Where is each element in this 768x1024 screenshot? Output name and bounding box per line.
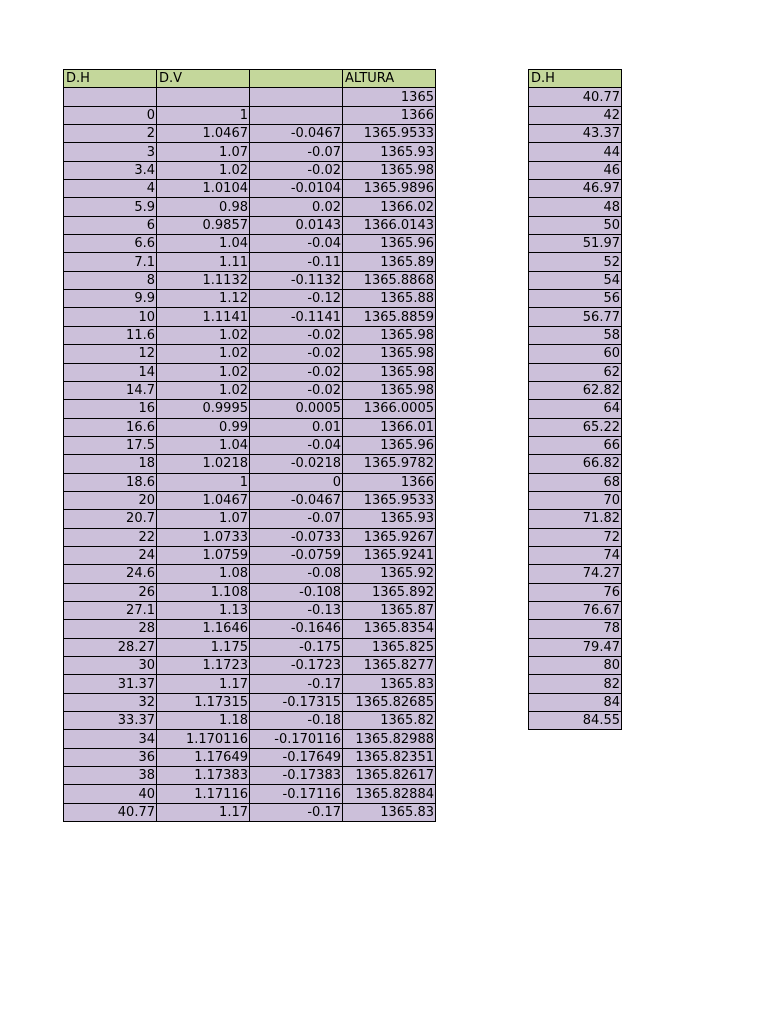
- cell-dh[interactable]: 46: [529, 161, 622, 179]
- cell-dh[interactable]: 82: [529, 675, 622, 693]
- header-dv[interactable]: D.V: [157, 70, 250, 88]
- cell-dh[interactable]: 66: [529, 436, 622, 454]
- cell-dh[interactable]: 54: [529, 271, 622, 289]
- cell-dh[interactable]: 31.37: [64, 675, 157, 693]
- table-row: [64, 491, 436, 509]
- cell-dh[interactable]: 36: [64, 748, 157, 766]
- cell-altura[interactable]: 1365.82884: [343, 785, 436, 803]
- cell-dv[interactable]: 0.99: [157, 418, 250, 436]
- cell-difference[interactable]: -0.175: [250, 638, 343, 656]
- cell-dv[interactable]: 1.17: [157, 675, 250, 693]
- table-row: [64, 693, 436, 711]
- cell-dv[interactable]: 1.11: [157, 253, 250, 271]
- cell-difference[interactable]: -0.0218: [250, 455, 343, 473]
- cell-dv[interactable]: 1.17315: [157, 693, 250, 711]
- table-row: [529, 143, 622, 161]
- cell-dh[interactable]: 40.77: [64, 803, 157, 821]
- cell-dh[interactable]: 3: [64, 143, 157, 161]
- table-row: [64, 436, 436, 454]
- cell-dh[interactable]: 76: [529, 583, 622, 601]
- cell-dh[interactable]: 17.5: [64, 436, 157, 454]
- table-row: [64, 455, 436, 473]
- cell-difference[interactable]: -0.170116: [250, 730, 343, 748]
- cell-dh[interactable]: 27.1: [64, 601, 157, 619]
- cell-dh[interactable]: 66.82: [529, 455, 622, 473]
- table-row: [529, 290, 622, 308]
- table-row: [64, 161, 436, 179]
- cell-difference[interactable]: -0.0759: [250, 546, 343, 564]
- table-row: [529, 510, 622, 528]
- cell-dh[interactable]: 44: [529, 143, 622, 161]
- cell-altura[interactable]: 1365.892: [343, 583, 436, 601]
- cell-difference[interactable]: -0.11: [250, 253, 343, 271]
- cell-dv[interactable]: 1.17383: [157, 767, 250, 785]
- cell-dv[interactable]: 1.17116: [157, 785, 250, 803]
- cell-dh[interactable]: 18: [64, 455, 157, 473]
- cell-altura[interactable]: 1365.825: [343, 638, 436, 656]
- cell-dh[interactable]: 24: [64, 546, 157, 564]
- table-row: [529, 106, 622, 124]
- cell-dh[interactable]: 80: [529, 657, 622, 675]
- header-difference[interactable]: [250, 70, 343, 88]
- cell-dh[interactable]: 18.6: [64, 473, 157, 491]
- table-row: [64, 88, 436, 106]
- cell-dh[interactable]: 2: [64, 125, 157, 143]
- table-row: [529, 491, 622, 509]
- cell-dh[interactable]: 50: [529, 216, 622, 234]
- cell-difference[interactable]: -0.18: [250, 712, 343, 730]
- cell-difference[interactable]: -0.17383: [250, 767, 343, 785]
- cell-dh[interactable]: 56.77: [529, 308, 622, 326]
- table-row: [64, 345, 436, 363]
- cell-dh[interactable]: 43.37: [529, 125, 622, 143]
- cell-dh[interactable]: 42: [529, 106, 622, 124]
- table-row: [64, 143, 436, 161]
- cell-altura[interactable]: 1365.96: [343, 235, 436, 253]
- table-row: [529, 180, 622, 198]
- cell-difference[interactable]: -0.02: [250, 345, 343, 363]
- cell-altura[interactable]: 1365.98: [343, 381, 436, 399]
- cell-difference[interactable]: -0.0733: [250, 528, 343, 546]
- table-row: [529, 455, 622, 473]
- cell-altura[interactable]: 1365.82351: [343, 748, 436, 766]
- cell-altura[interactable]: 1366.02: [343, 198, 436, 216]
- table-row: [64, 675, 436, 693]
- cell-altura[interactable]: 1365.8859: [343, 308, 436, 326]
- cell-dv[interactable]: 1.0467: [157, 491, 250, 509]
- header-row: [529, 70, 622, 88]
- table-row: [529, 583, 622, 601]
- cell-altura[interactable]: 1365.9241: [343, 546, 436, 564]
- cell-altura[interactable]: 1365.82685: [343, 693, 436, 711]
- cell-dh[interactable]: 52: [529, 253, 622, 271]
- cell-dh[interactable]: 38: [64, 767, 157, 785]
- table-row: [64, 381, 436, 399]
- cell-difference[interactable]: -0.02: [250, 161, 343, 179]
- cell-dv[interactable]: 1.02: [157, 363, 250, 381]
- cell-dh[interactable]: 60: [529, 345, 622, 363]
- cell-difference[interactable]: -0.1646: [250, 620, 343, 638]
- cell-altura[interactable]: 1365.8868: [343, 271, 436, 289]
- header-dh[interactable]: D.H: [64, 70, 157, 88]
- cell-dh[interactable]: 10: [64, 308, 157, 326]
- table-row: [64, 180, 436, 198]
- table-row: [529, 657, 622, 675]
- cell-dh[interactable]: 74: [529, 546, 622, 564]
- table-row: [529, 418, 622, 436]
- cell-difference[interactable]: 0.02: [250, 198, 343, 216]
- cell-dv[interactable]: 1.02: [157, 161, 250, 179]
- table-row: [64, 418, 436, 436]
- cell-dv[interactable]: 1.04: [157, 436, 250, 454]
- cell-dh[interactable]: 8: [64, 271, 157, 289]
- cell-dh[interactable]: 33.37: [64, 712, 157, 730]
- cell-altura[interactable]: 1365.9896: [343, 180, 436, 198]
- table-row: [529, 326, 622, 344]
- table-row: [529, 693, 622, 711]
- cell-dh[interactable]: 64: [529, 400, 622, 418]
- cell-dh[interactable]: 28: [64, 620, 157, 638]
- cell-dv[interactable]: 1.07: [157, 510, 250, 528]
- table-row: [529, 363, 622, 381]
- cell-dh[interactable]: 5.9: [64, 198, 157, 216]
- cell-altura[interactable]: 1365.98: [343, 345, 436, 363]
- cell-difference[interactable]: -0.17649: [250, 748, 343, 766]
- cell-difference[interactable]: -0.17116: [250, 785, 343, 803]
- cell-dh[interactable]: 51.97: [529, 235, 622, 253]
- cell-dv[interactable]: 1.175: [157, 638, 250, 656]
- cell-dh[interactable]: 76.67: [529, 601, 622, 619]
- cell-dv[interactable]: 1.07: [157, 143, 250, 161]
- cell-dv[interactable]: 1: [157, 106, 250, 124]
- table-row: [64, 510, 436, 528]
- table-row: [529, 271, 622, 289]
- cell-dv[interactable]: 1.0104: [157, 180, 250, 198]
- cell-altura[interactable]: 1365.82: [343, 712, 436, 730]
- cell-dh[interactable]: 48: [529, 198, 622, 216]
- cell-difference[interactable]: -0.07: [250, 143, 343, 161]
- cell-dh[interactable]: 0: [64, 106, 157, 124]
- table-row: [64, 308, 436, 326]
- cell-difference[interactable]: 0.0005: [250, 400, 343, 418]
- cell-dh[interactable]: 6: [64, 216, 157, 234]
- cell-altura[interactable]: 1365.96: [343, 436, 436, 454]
- cell-altura[interactable]: 1365.9782: [343, 455, 436, 473]
- table-row: [64, 767, 436, 785]
- cell-dv[interactable]: 0.9857: [157, 216, 250, 234]
- cell-dv[interactable]: 0.98: [157, 198, 250, 216]
- cell-difference[interactable]: -0.12: [250, 290, 343, 308]
- cell-dh[interactable]: 30: [64, 657, 157, 675]
- cell-dv[interactable]: 1.02: [157, 345, 250, 363]
- cell-difference[interactable]: -0.0467: [250, 491, 343, 509]
- cell-altura[interactable]: 1365.82617: [343, 767, 436, 785]
- cell-dh[interactable]: 20.7: [64, 510, 157, 528]
- cell-dh[interactable]: 28.27: [64, 638, 157, 656]
- cell-difference[interactable]: -0.02: [250, 363, 343, 381]
- cell-dh[interactable]: 40.77: [529, 88, 622, 106]
- cell-difference[interactable]: -0.07: [250, 510, 343, 528]
- cell-altura[interactable]: 1365.98: [343, 326, 436, 344]
- table-row: [64, 271, 436, 289]
- table-row: [64, 601, 436, 619]
- cell-dh[interactable]: 79.47: [529, 638, 622, 656]
- cell-altura[interactable]: 1366.01: [343, 418, 436, 436]
- cell-dv[interactable]: 1: [157, 473, 250, 491]
- cell-altura[interactable]: 1365.83: [343, 675, 436, 693]
- table-row: [64, 106, 436, 124]
- cell-dv[interactable]: 1.04: [157, 235, 250, 253]
- cell-altura[interactable]: 1365.9533: [343, 491, 436, 509]
- table-row: [64, 803, 436, 821]
- cell-altura[interactable]: 1366: [343, 473, 436, 491]
- cell-dv[interactable]: 1.0733: [157, 528, 250, 546]
- cell-dh[interactable]: 14.7: [64, 381, 157, 399]
- table-row: [64, 216, 436, 234]
- table-row: [64, 657, 436, 675]
- cell-dh[interactable]: 16.6: [64, 418, 157, 436]
- cell-dv[interactable]: 1.1646: [157, 620, 250, 638]
- cell-altura[interactable]: 1365.88: [343, 290, 436, 308]
- cell-altura[interactable]: 1366.0143: [343, 216, 436, 234]
- cell-altura[interactable]: 1365.8277: [343, 657, 436, 675]
- table-row: [529, 161, 622, 179]
- table-row: [64, 620, 436, 638]
- cell-dv[interactable]: 1.18: [157, 712, 250, 730]
- table-row: [64, 235, 436, 253]
- cell-dh[interactable]: 65.22: [529, 418, 622, 436]
- cell-dh[interactable]: 3.4: [64, 161, 157, 179]
- cell-dh[interactable]: 71.82: [529, 510, 622, 528]
- cell-dh[interactable]: 11.6: [64, 326, 157, 344]
- cell-dh[interactable]: 7.1: [64, 253, 157, 271]
- cell-altura[interactable]: 1365.82988: [343, 730, 436, 748]
- cell-difference[interactable]: -0.04: [250, 436, 343, 454]
- cell-difference[interactable]: 0: [250, 473, 343, 491]
- table-row: [64, 785, 436, 803]
- cell-dv[interactable]: 1.08: [157, 565, 250, 583]
- cell-dh[interactable]: 46.97: [529, 180, 622, 198]
- cell-dh[interactable]: 22: [64, 528, 157, 546]
- cell-difference[interactable]: [250, 106, 343, 124]
- cell-altura[interactable]: 1365.93: [343, 510, 436, 528]
- cell-dh[interactable]: 6.6: [64, 235, 157, 253]
- table-row: [529, 546, 622, 564]
- table-row: [64, 253, 436, 271]
- table-row: [64, 712, 436, 730]
- cell-difference[interactable]: -0.04: [250, 235, 343, 253]
- cell-altura[interactable]: 1365.98: [343, 161, 436, 179]
- cell-difference[interactable]: -0.13: [250, 601, 343, 619]
- cell-dh[interactable]: [64, 88, 157, 106]
- cell-difference[interactable]: -0.17315: [250, 693, 343, 711]
- table-row: [64, 730, 436, 748]
- cell-dv[interactable]: 1.0218: [157, 455, 250, 473]
- cell-altura[interactable]: 1365.8354: [343, 620, 436, 638]
- cell-altura[interactable]: 1365.93: [343, 143, 436, 161]
- table-row: [529, 400, 622, 418]
- header-row: [64, 70, 436, 88]
- header-dh-second[interactable]: D.H: [529, 70, 622, 88]
- cell-altura[interactable]: 1365.9533: [343, 125, 436, 143]
- cell-dv[interactable]: 0.9995: [157, 400, 250, 418]
- cell-altura[interactable]: 1366.0005: [343, 400, 436, 418]
- table-row: [529, 528, 622, 546]
- cell-dh[interactable]: 24.6: [64, 565, 157, 583]
- cell-dh[interactable]: 84.55: [529, 712, 622, 730]
- cell-dh[interactable]: 32: [64, 693, 157, 711]
- cell-dv[interactable]: 1.17649: [157, 748, 250, 766]
- table-row: [64, 638, 436, 656]
- table-row: [529, 235, 622, 253]
- cell-altura[interactable]: 1366: [343, 106, 436, 124]
- table-row: [529, 675, 622, 693]
- dh-table-body: [529, 88, 622, 730]
- cell-dv[interactable]: 1.1723: [157, 657, 250, 675]
- cell-dv[interactable]: 1.1141: [157, 308, 250, 326]
- cell-dh[interactable]: 40: [64, 785, 157, 803]
- cell-dv[interactable]: 1.170116: [157, 730, 250, 748]
- cell-altura[interactable]: 1365: [343, 88, 436, 106]
- cell-dh[interactable]: 68: [529, 473, 622, 491]
- table-row: [64, 290, 436, 308]
- cell-difference[interactable]: -0.1132: [250, 271, 343, 289]
- cell-dv[interactable]: 1.0759: [157, 546, 250, 564]
- table-row: [64, 363, 436, 381]
- cell-dv[interactable]: 1.12: [157, 290, 250, 308]
- cell-altura[interactable]: 1365.98: [343, 363, 436, 381]
- table-row: [529, 308, 622, 326]
- cell-difference[interactable]: -0.108: [250, 583, 343, 601]
- cell-difference[interactable]: -0.1141: [250, 308, 343, 326]
- cell-dv[interactable]: 1.1132: [157, 271, 250, 289]
- table-row: [529, 381, 622, 399]
- cell-difference[interactable]: 0.01: [250, 418, 343, 436]
- table-row: [529, 620, 622, 638]
- cell-dh[interactable]: 84: [529, 693, 622, 711]
- cell-dv[interactable]: 1.02: [157, 326, 250, 344]
- table-row: [529, 345, 622, 363]
- table-row: [529, 473, 622, 491]
- cell-dh[interactable]: 14: [64, 363, 157, 381]
- table-row: [64, 748, 436, 766]
- table-row: [529, 436, 622, 454]
- cell-altura[interactable]: 1365.89: [343, 253, 436, 271]
- cell-dh[interactable]: 58: [529, 326, 622, 344]
- cell-difference[interactable]: 0.0143: [250, 216, 343, 234]
- cell-dh[interactable]: 74.27: [529, 565, 622, 583]
- altura-table-body: [64, 88, 436, 822]
- table-row: [64, 400, 436, 418]
- cell-altura[interactable]: 1365.87: [343, 601, 436, 619]
- table-row: [529, 198, 622, 216]
- table-row: [529, 125, 622, 143]
- cell-dh[interactable]: 56: [529, 290, 622, 308]
- table-row: [64, 546, 436, 564]
- table-row: [64, 326, 436, 344]
- table-row: [64, 565, 436, 583]
- table-row: [64, 583, 436, 601]
- table-row: [64, 198, 436, 216]
- cell-difference[interactable]: -0.1723: [250, 657, 343, 675]
- table-row: [529, 216, 622, 234]
- cell-difference[interactable]: -0.08: [250, 565, 343, 583]
- table-row: [64, 125, 436, 143]
- cell-dv[interactable]: [157, 88, 250, 106]
- table-row: [529, 253, 622, 271]
- dh-table: [528, 69, 622, 730]
- cell-dv[interactable]: 1.0467: [157, 125, 250, 143]
- cell-dh[interactable]: 20: [64, 491, 157, 509]
- cell-altura[interactable]: 1365.92: [343, 565, 436, 583]
- cell-dv[interactable]: 1.17: [157, 803, 250, 821]
- cell-dv[interactable]: 1.13: [157, 601, 250, 619]
- cell-difference[interactable]: -0.17: [250, 803, 343, 821]
- cell-difference[interactable]: -0.02: [250, 326, 343, 344]
- table-row: [64, 473, 436, 491]
- cell-altura[interactable]: 1365.9267: [343, 528, 436, 546]
- header-altura[interactable]: ALTURA: [343, 70, 436, 88]
- cell-dv[interactable]: 1.02: [157, 381, 250, 399]
- table-row: [529, 601, 622, 619]
- cell-dh[interactable]: 70: [529, 491, 622, 509]
- cell-dh[interactable]: 9.9: [64, 290, 157, 308]
- cell-altura[interactable]: 1365.83: [343, 803, 436, 821]
- cell-difference[interactable]: -0.0467: [250, 125, 343, 143]
- cell-dh[interactable]: 72: [529, 528, 622, 546]
- cell-dv[interactable]: 1.108: [157, 583, 250, 601]
- cell-dh[interactable]: 26: [64, 583, 157, 601]
- table-row: [529, 565, 622, 583]
- table-row: [529, 712, 622, 730]
- cell-dh[interactable]: 4: [64, 180, 157, 198]
- table-row: [529, 88, 622, 106]
- table-row: [529, 638, 622, 656]
- cell-difference[interactable]: -0.0104: [250, 180, 343, 198]
- cell-dh[interactable]: 62.82: [529, 381, 622, 399]
- cell-dh[interactable]: 34: [64, 730, 157, 748]
- cell-dh[interactable]: 16: [64, 400, 157, 418]
- cell-difference[interactable]: [250, 88, 343, 106]
- altura-table: [63, 69, 436, 822]
- cell-dh[interactable]: 62: [529, 363, 622, 381]
- table-row: [64, 528, 436, 546]
- cell-difference[interactable]: -0.02: [250, 381, 343, 399]
- cell-difference[interactable]: -0.17: [250, 675, 343, 693]
- cell-dh[interactable]: 12: [64, 345, 157, 363]
- cell-dh[interactable]: 78: [529, 620, 622, 638]
